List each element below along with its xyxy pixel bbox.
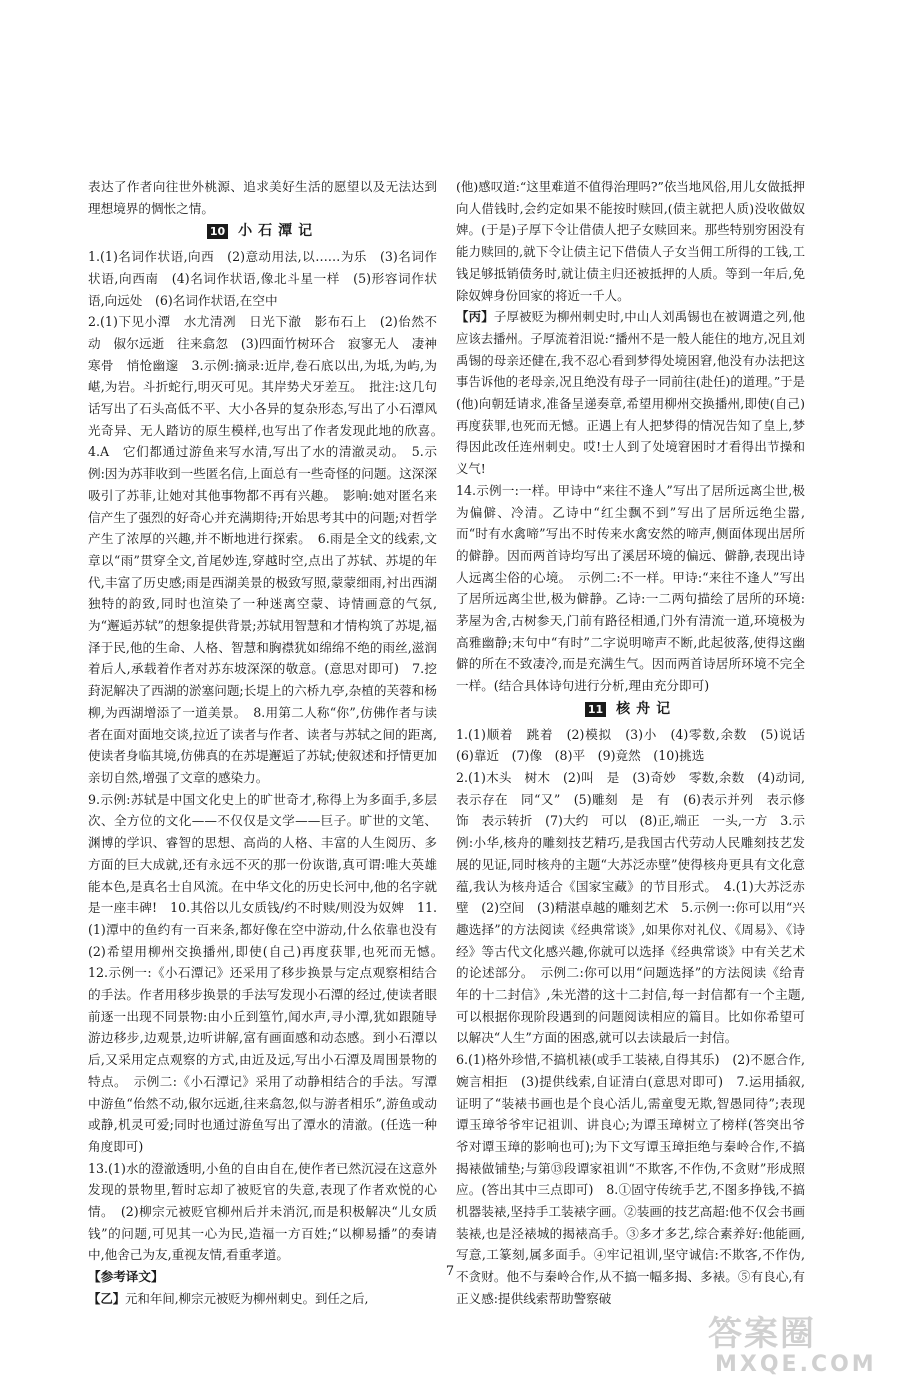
answer-paragraph: 2.(1)下见小潭 水尤清冽 日光下澈 影布石上 (2)佁然不动 俶尔远逝 往来翕忽 (3)四面竹树环合 寂寥无人 凄神寒骨 悄怆幽邃 3.示例:摘录:近岸,卷石底以出,为坻,为屿,为嵁,为岩。斗折蛇行,明灭可见。其岸势犬牙差互。 批注:这几句话写出了石头高低不平、大小各异的复杂形态,写出了小石潭风光奇异、无人踏访的原生模样,也写出了作者发现此地的欣喜。 4.A 它们都通过游鱼来写水清,写出了水的清澈灵动。 5.示例:因为苏菲收到一些匿名信,上面总有一些奇怪的问题。这深深吸引了苏菲,让她对其他事物都不再有兴趣。 影响:她对匿名来信产生了强烈的好奇心并充满期待;开始思考其中的问题;对哲学产生了浓厚的兴趣,并不断地进行探索。 6.雨是全文的线索,文章以“雨”贯穿全文,首尾妙连,穿越时空,点出了苏轼、苏堤的年代,丰富了历史感;雨是西湖美景的极致写照,蒙蒙细雨,衬出西湖独特的韵致,同时也渲染了一种迷离空蒙、诗情画意的气氛,为“邂逅苏轼”的想象提供背景;苏轼用智慧和才情构筑了苏堤,福泽于民,他的生命、人格、智慧和胸襟犹如绵绵不绝的雨丝,滋润着后人,承载着作者对苏东坡深深的敬意。(意思对即可) 7.挖葑泥解决了西湖的淤塞问题;长堤上的六桥九亭,杂植的芙蓉和杨柳,为西湖增添了一道美景。 8.用第二人称“你”,仿佛作者与读者在面对面地交谈,拉近了读者与作者、读者与苏轼之间的距离,使读者身临其境,仿佛真的在苏堤邂逅了苏轼;使叙述和抒情更加亲切自然,增强了文章的感染力。 <box>88 314 450 785</box>
section-number: 11 <box>585 702 606 717</box>
translation-yi <box>88 1288 437 1310</box>
section-11-heading <box>456 699 805 721</box>
section-title: 小石潭记 <box>238 223 319 240</box>
translation-bing <box>456 306 805 480</box>
section-number: 10 <box>207 224 228 239</box>
answer-paragraph: 9.示例:苏轼是中国文化史上的旷世奇才,称得上为多面手,多层次、全方位的文化——不仅仅是文学——巨子。旷世的文笔、渊博的学识、睿智的思想、高尚的人格、丰富的人生阅历、多方面的巨大成就,还有永远不灭的那一份诙谐,真可谓:唯大英雄能本色,是真名士自风流。在中华文化的历史长河中,他的名字就是一座丰碑! 10.其俗以儿女质钱/约不时赎/则没为奴婢 11.(1)潭中的鱼约有一百来条,都好像在空中游动,什么依靠也没有 (2)希望用柳州交换播州,即使(自己)再度获罪,也死而无憾。 12.示例一:《小石潭记》还采用了移步换景与定点观察相结合的手法。作者用移步换景的手法写发现小石潭的经过,使读者眼前逐一出现不同景物:由小丘到篁竹,闻水声,寻小潭,犹如跟随导游边移步,边观景,边听讲解,富有画面感和动态感。到小石潭以后,又采用定点观察的方式,由近及远,写出小石潭及周围景物的特点。 示例二:《小石潭记》采用了动静相结合的手法。写潭中游鱼“佁然不动,俶尔远逝,往来翕忽,似与游者相乐”,游鱼或动或静,机灵可爱;同时也通过游鱼写出了潭水的清澈。(任选一种角度即可) <box>88 791 450 1154</box>
bing-text: 子厚被贬为柳州刺史时,中山人刘禹锡也在被调遣之列,他应该去播州。子厚流着泪说:“播州不是一般人能住的地方,况且刘禹锡的母亲还健在,我不忍心看到梦得处境困窘,他没有办法把这事告诉他的老母亲,况且绝没有母子一同前往(赴任)的道理。”于是(他)向朝廷请求,准备呈递奏章,希望用柳州交换播州,即使(自己)再度获罪,也死而无憾。正遇上有人把梦得的情况告知了皇上,梦得因此改任连州刺史。哎!士人到了处境窘困时才看得出节操和义气! <box>456 309 805 477</box>
section-10-heading <box>88 221 437 243</box>
yi-tag: 【乙】 <box>88 1290 126 1306</box>
answer-paragraph: 1.(1)顺着 跳着 (2)模拟 (3)小 (4)零数,余数 (5)说话 (6)靠近 (7)像 (8)平 (9)竟然 (10)挑选 <box>456 726 818 764</box>
watermark-url: MXQE.COM <box>715 1352 877 1377</box>
watermark-logo: 答案圈 <box>708 1314 816 1354</box>
translation-yi-continued: (他)感叹道:“这里难道不值得治理吗?”依当地风俗,用儿女做抵押向人借钱时,会约定如果不能按时赎回,(债主就把人质)没收做奴婢。(于是)子厚下令让借债人把子女赎回来。那些特别穷困没有能力赎回的,就下令让债主记下借债人子女当佣工所得的工钱,工钱足够抵销债务时,就让债主归还被抵押的人质。等到一年后,免除奴婢身份回家的将近一千人。 <box>456 179 805 303</box>
answer-paragraph: 6.(1)格外珍惜,不搞机裱(或手工装裱,自得其乐) (2)不愿合作,婉言相拒 (3)提供线索,自证清白(意思对即可) 7.运用插叙,证明了“装裱书画也是个良心活儿,需童叟无欺,智愚同待”;表现谭玉璋爷爷牢记祖训、讲良心;为谭玉璋树立了榜样(答突出爷爷对谭玉璋的影响也可);为下文写谭玉璋拒绝与秦岭合作,不搞揭裱做铺垫;与第⑬段谭家祖训“不欺客,不作伪,不贪财”形成照应。(答出其中三点即可) 8.①固守传统手艺,不图多挣钱,不搞机器装裱,坚持手工装裱字画。②装画的技艺高超:他不仅会书画装裱,也是泾裱城的揭裱高手。③多才多艺,综合素养好:他能画,写意,工篆刻,属多面手。④牢记祖训,坚守诚信:不欺客,不作伪,不贪财。他不与秦岭合作,从不搞一幅多揭、多裱。⑤有良心,有正义感:提供线索帮助警察破 <box>456 1052 805 1306</box>
section-title: 核舟记 <box>616 700 677 717</box>
answer-paragraph: 14.示例一:一样。甲诗中“来往不逢人”写出了居所远离尘世,极为偏僻、冷清。乙诗中“红尘飘不到”写出了居所远绝尘嚣,而“时有水禽啼”写出不时传来水禽安然的啼声,侧面体现出居所的僻静。因而两首诗均写出了溪居环境的偏远、僻静,表现出诗人远离尘俗的心境。 示例二:不一样。甲诗:“来往不逢人”写出了居所远离尘世,极为僻静。乙诗:一二两句描绘了居所的环境:茅屋为舍,古树参天,门前有路径相通,门外有清流一道,环境极为高雅幽静;末句中“有时”二字说明啼声不断,此起彼落,使得这幽僻的所在不致凄冷,而是充满生气。因而两首诗居所环境不完全一样。(结合具体诗句进行分析,理由充分即可) <box>456 482 805 694</box>
yi-text: 元和年间,柳宗元被贬为柳州刺史。到任之后, <box>125 1290 369 1306</box>
left-column <box>88 176 450 1310</box>
intro-paragraph: 表达了作者向往世外桃源、追求美好生活的愿望以及无法达到理想境界的惆怅之情。 <box>88 179 437 216</box>
answer-paragraph: 2.(1)木头 树木 (2)叫 是 (3)奇妙 零数,余数 (4)动词,表示存在 同“又” (5)雕刻 是 有 (6)表示并列 表示修饰 表示转折 (7)大约 可以 (8)正,端正 一头,一方 3.示例:小华,核舟的雕刻技艺精巧,是我国古代劳动人民雕刻技艺发展的见证,同时核舟的主题“大苏泛赤壁”使得核舟更具有文化意蕴,我认为核舟适合《国家宝藏》的节目形式。 4.(1)大苏泛赤壁 (2)空间 (3)精湛卓越的雕刻艺术 5.示例一:你可以用“兴趣选择”的方法阅读《经典常谈》,如果你对礼仪、《周易》、《诗经》等古代文化感兴趣,你就可以选择《经典常谈》中有关艺术的论述部分。 示例二:你可以用“问题选择”的方法阅读《给青年的十二封信》,朱光潜的这十二封信,每一封信都有一个主题,可以根据你现阶段遇到的问题阅读相应的篇目。比如你希望可以解决“人生”方面的困惑,就可以去读最后一封信。 <box>456 769 805 1046</box>
right-column <box>456 176 818 1310</box>
reference-translation-label: 【参考译文】 <box>88 1269 164 1285</box>
page-number: 7 <box>445 1264 455 1279</box>
answer-paragraph: 13.(1)水的澄澈透明,小鱼的自由自在,使作者已然沉浸在这意外发现的景物里,暂时忘却了被贬官的失意,表现了作者欢悦的心情。 (2)柳宗元被贬官柳州后并未消沉,而是积极解决“儿女质钱”的问题,可见其一心为民,造福一方百姓;“以柳易播”的奏请中,他舍己为友,重视友情,看重孝道。 <box>88 1160 437 1263</box>
answer-paragraph: 1.(1)名词作状语,向西 (2)意动用法,以……为乐 (3)名词作状语,向西南 (4)名词作状语,像北斗星一样 (5)形容词作状语,向远处 (6)名词作状语,在空中 <box>88 249 437 308</box>
bing-tag: 【丙】 <box>456 309 494 325</box>
